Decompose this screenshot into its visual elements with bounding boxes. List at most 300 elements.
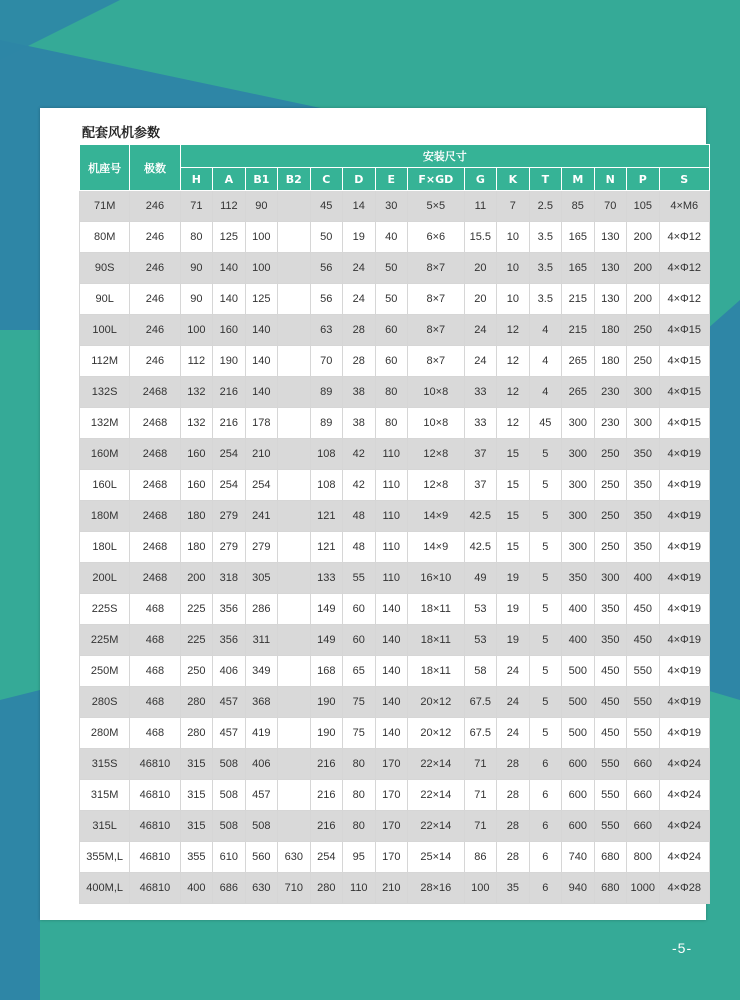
table-cell: 71: [464, 811, 496, 842]
table-cell: 140: [375, 625, 407, 656]
table-cell: 680: [594, 873, 626, 904]
table-cell: 33: [464, 408, 496, 439]
table-cell: 265: [562, 346, 594, 377]
table-cell: 18×11: [408, 656, 465, 687]
table-cell: 60: [375, 315, 407, 346]
table-cell: 100L: [80, 315, 130, 346]
table-cell: 70: [310, 346, 342, 377]
table-cell: 280: [180, 687, 212, 718]
table-cell: 24: [464, 346, 496, 377]
table-cell: 600: [562, 749, 594, 780]
table-cell: 457: [245, 780, 277, 811]
table-cell: 70: [594, 191, 626, 222]
table-cell: 550: [627, 718, 659, 749]
table-cell: 686: [213, 873, 245, 904]
table-cell: 550: [627, 656, 659, 687]
table-row: [80, 811, 710, 842]
table-cell: 90: [245, 191, 277, 222]
header-dim-1: A: [213, 168, 245, 191]
table-cell: 140: [375, 718, 407, 749]
table-cell: 350: [627, 532, 659, 563]
table-cell: 246: [130, 222, 180, 253]
table-cell: 46810: [130, 749, 180, 780]
table-cell: 28: [497, 749, 529, 780]
table-cell: 42: [343, 439, 375, 470]
table-cell: 80: [343, 749, 375, 780]
table-cell: 125: [245, 284, 277, 315]
table-cell: [278, 718, 310, 749]
table-cell: 121: [310, 501, 342, 532]
table-cell: 20×12: [408, 718, 465, 749]
table-row: [80, 253, 710, 284]
table-cell: 300: [562, 408, 594, 439]
table-cell: 180M: [80, 501, 130, 532]
table-cell: 630: [278, 842, 310, 873]
table-cell: 660: [627, 749, 659, 780]
table-cell: 110: [375, 470, 407, 501]
table-cell: 508: [213, 749, 245, 780]
table-cell: [278, 501, 310, 532]
table-cell: 630: [245, 873, 277, 904]
table-cell: 110: [375, 501, 407, 532]
table-cell: 280M: [80, 718, 130, 749]
table-cell: 4×Φ28: [659, 873, 709, 904]
table-cell: 180: [180, 501, 212, 532]
table-cell: 5: [529, 470, 561, 501]
table-cell: 80: [343, 780, 375, 811]
table-cell: 457: [213, 687, 245, 718]
table-cell: 450: [594, 718, 626, 749]
table-cell: 48: [343, 501, 375, 532]
table-cell: 42: [343, 470, 375, 501]
table-cell: 6×6: [408, 222, 465, 253]
table-cell: 6: [529, 811, 561, 842]
header-dim-10: T: [529, 168, 561, 191]
table-cell: [278, 222, 310, 253]
table-cell: 58: [464, 656, 496, 687]
table-cell: 4×Φ12: [659, 253, 709, 284]
table-cell: [278, 625, 310, 656]
table-cell: 800: [627, 842, 659, 873]
page-number: -5-: [672, 940, 693, 956]
table-cell: 3.5: [529, 253, 561, 284]
table-cell: 5: [529, 687, 561, 718]
table-row: [80, 346, 710, 377]
table-cell: 3.5: [529, 222, 561, 253]
header-dim-6: E: [375, 168, 407, 191]
header-poles: 极数: [130, 145, 180, 191]
table-cell: [278, 687, 310, 718]
table-cell: 610: [213, 842, 245, 873]
table-cell: 279: [245, 532, 277, 563]
table-cell: 210: [375, 873, 407, 904]
table-cell: 170: [375, 780, 407, 811]
table-cell: 468: [130, 625, 180, 656]
table-cell: 190: [310, 687, 342, 718]
table-cell: 216: [310, 749, 342, 780]
table-cell: 1000: [627, 873, 659, 904]
table-cell: 5: [529, 501, 561, 532]
table-cell: 20: [464, 253, 496, 284]
table-cell: 4×Φ24: [659, 780, 709, 811]
table-cell: 2468: [130, 532, 180, 563]
table-cell: 200L: [80, 563, 130, 594]
table-cell: 46810: [130, 873, 180, 904]
table-cell: 355M,L: [80, 842, 130, 873]
table-cell: 225: [180, 594, 212, 625]
table-row: [80, 749, 710, 780]
table-cell: 2468: [130, 439, 180, 470]
table-cell: 60: [343, 625, 375, 656]
table-cell: 37: [464, 439, 496, 470]
table-cell: 560: [245, 842, 277, 873]
table-cell: 108: [310, 439, 342, 470]
table-cell: 600: [562, 780, 594, 811]
header-dim-8: G: [464, 168, 496, 191]
table-row: [80, 284, 710, 315]
table-cell: 85: [562, 191, 594, 222]
table-cell: 125: [213, 222, 245, 253]
table-cell: 468: [130, 687, 180, 718]
table-cell: 50: [310, 222, 342, 253]
table-cell: 60: [343, 594, 375, 625]
table-cell: 14×9: [408, 532, 465, 563]
table-cell: 48: [343, 532, 375, 563]
table-cell: 450: [627, 625, 659, 656]
table-cell: 4×Φ19: [659, 563, 709, 594]
table-cell: 318: [213, 563, 245, 594]
table-cell: 4×Φ12: [659, 222, 709, 253]
table-cell: 5×5: [408, 191, 465, 222]
table-cell: 49: [464, 563, 496, 594]
table-cell: 400: [562, 625, 594, 656]
table-cell: 7: [497, 191, 529, 222]
table-cell: 315S: [80, 749, 130, 780]
table-cell: 8×7: [408, 284, 465, 315]
table-cell: 550: [594, 749, 626, 780]
table-cell: 450: [594, 687, 626, 718]
table-cell: 6: [529, 842, 561, 873]
table-cell: 50: [375, 253, 407, 284]
table-row: [80, 191, 710, 222]
document-card: [40, 108, 706, 920]
table-cell: 71: [464, 780, 496, 811]
table-row: [80, 842, 710, 873]
table-cell: 28: [343, 315, 375, 346]
table-cell: 419: [245, 718, 277, 749]
header-dim-7: F×GD: [408, 168, 465, 191]
table-cell: 350: [562, 563, 594, 594]
table-cell: 246: [130, 284, 180, 315]
table-cell: 132M: [80, 408, 130, 439]
table-cell: 65: [343, 656, 375, 687]
table-cell: 350: [627, 501, 659, 532]
table-row: [80, 625, 710, 656]
table-cell: 280S: [80, 687, 130, 718]
table-cell: 500: [562, 718, 594, 749]
table-cell: 180: [594, 346, 626, 377]
table-cell: 5: [529, 563, 561, 594]
table-cell: 42.5: [464, 532, 496, 563]
table-cell: 400: [562, 594, 594, 625]
fan-parameters-table: [79, 144, 710, 904]
table-cell: 67.5: [464, 687, 496, 718]
table-row: [80, 408, 710, 439]
table-cell: 4×Φ19: [659, 594, 709, 625]
table-cell: 250: [594, 470, 626, 501]
table-cell: 100: [245, 222, 277, 253]
table-cell: 940: [562, 873, 594, 904]
table-cell: 130: [594, 253, 626, 284]
table-cell: 90: [180, 284, 212, 315]
table-cell: 35: [497, 873, 529, 904]
table-cell: 190: [213, 346, 245, 377]
table-cell: 4×Φ19: [659, 625, 709, 656]
table-cell: 265: [562, 377, 594, 408]
table-cell: 140: [213, 253, 245, 284]
table-cell: 190: [310, 718, 342, 749]
table-cell: [278, 315, 310, 346]
table-cell: 600: [562, 811, 594, 842]
table-cell: 112: [180, 346, 212, 377]
table-cell: 2468: [130, 377, 180, 408]
table-cell: 315: [180, 811, 212, 842]
table-cell: [278, 439, 310, 470]
table-cell: 105: [627, 191, 659, 222]
table-cell: 457: [213, 718, 245, 749]
table-cell: 250: [594, 439, 626, 470]
table-cell: 11: [464, 191, 496, 222]
table-cell: 4×Φ19: [659, 470, 709, 501]
table-cell: 80M: [80, 222, 130, 253]
table-cell: 4×Φ19: [659, 718, 709, 749]
table-cell: 22×14: [408, 811, 465, 842]
table-cell: 24: [497, 718, 529, 749]
table-cell: 108: [310, 470, 342, 501]
table-cell: 15: [497, 501, 529, 532]
table-cell: 132S: [80, 377, 130, 408]
table-cell: 80: [375, 408, 407, 439]
table-cell: 4×Φ12: [659, 284, 709, 315]
table-cell: 280: [310, 873, 342, 904]
table-cell: 305: [245, 563, 277, 594]
table-cell: 286: [245, 594, 277, 625]
table-cell: 10: [497, 253, 529, 284]
table-cell: 19: [497, 625, 529, 656]
header-dim-14: S: [659, 168, 709, 191]
table-cell: [278, 253, 310, 284]
table-cell: 130: [594, 222, 626, 253]
table-cell: 180L: [80, 532, 130, 563]
table-cell: 12: [497, 408, 529, 439]
table-cell: 12: [497, 346, 529, 377]
table-cell: 4×Φ19: [659, 501, 709, 532]
table-cell: 550: [594, 780, 626, 811]
table-cell: 100: [245, 253, 277, 284]
table-cell: 216: [310, 811, 342, 842]
table-row: [80, 873, 710, 904]
header-dim-9: K: [497, 168, 529, 191]
table-cell: 42.5: [464, 501, 496, 532]
table-cell: 300: [562, 501, 594, 532]
table-cell: 140: [375, 594, 407, 625]
table-cell: 406: [245, 749, 277, 780]
table-cell: 160: [180, 470, 212, 501]
table-cell: 28: [497, 780, 529, 811]
table-cell: 550: [594, 811, 626, 842]
table-cell: 254: [310, 842, 342, 873]
table-cell: 112M: [80, 346, 130, 377]
table-cell: 246: [130, 191, 180, 222]
table-cell: 660: [627, 811, 659, 842]
table-cell: 680: [594, 842, 626, 873]
table-cell: 350: [594, 594, 626, 625]
table-row: [80, 656, 710, 687]
table-cell: 130: [594, 284, 626, 315]
table-cell: 140: [245, 346, 277, 377]
table-cell: 300: [627, 377, 659, 408]
table-row: [80, 718, 710, 749]
table-cell: 50: [375, 284, 407, 315]
table-cell: 300: [562, 470, 594, 501]
table-cell: [278, 284, 310, 315]
table-cell: 14×9: [408, 501, 465, 532]
table-row: [80, 470, 710, 501]
table-cell: 56: [310, 284, 342, 315]
header-dim-13: P: [627, 168, 659, 191]
table-cell: 80: [375, 377, 407, 408]
table-cell: [278, 408, 310, 439]
table-cell: 550: [627, 687, 659, 718]
table-cell: 4×Φ15: [659, 408, 709, 439]
table-cell: 165: [562, 253, 594, 284]
table-cell: 4×Φ24: [659, 749, 709, 780]
table-cell: 28: [497, 811, 529, 842]
table-cell: 250: [594, 532, 626, 563]
table-cell: 75: [343, 718, 375, 749]
table-cell: 200: [627, 284, 659, 315]
table-cell: 4×Φ19: [659, 439, 709, 470]
table-cell: 254: [245, 470, 277, 501]
table-cell: 2468: [130, 408, 180, 439]
table-cell: 28: [343, 346, 375, 377]
table-row: [80, 563, 710, 594]
table-cell: 90S: [80, 253, 130, 284]
table-cell: 5: [529, 532, 561, 563]
table-cell: 24: [497, 687, 529, 718]
table-cell: 5: [529, 656, 561, 687]
table-row: [80, 377, 710, 408]
table-cell: 6: [529, 780, 561, 811]
table-cell: 200: [627, 253, 659, 284]
table-cell: 216: [310, 780, 342, 811]
table-cell: 12×8: [408, 439, 465, 470]
table-cell: 160M: [80, 439, 130, 470]
table-cell: 140: [245, 315, 277, 346]
header-dim-12: N: [594, 168, 626, 191]
table-cell: 8×7: [408, 315, 465, 346]
table-cell: 67.5: [464, 718, 496, 749]
table-cell: 180: [594, 315, 626, 346]
table-cell: 311: [245, 625, 277, 656]
table-cell: 168: [310, 656, 342, 687]
table-cell: 250M: [80, 656, 130, 687]
table-cell: 225: [180, 625, 212, 656]
table-row: [80, 532, 710, 563]
table-cell: 71: [180, 191, 212, 222]
table-cell: 28×16: [408, 873, 465, 904]
table-cell: 160: [213, 315, 245, 346]
table-cell: 250: [627, 346, 659, 377]
table-cell: 110: [375, 439, 407, 470]
table-cell: 3.5: [529, 284, 561, 315]
table-cell: 4: [529, 346, 561, 377]
table-cell: 230: [594, 408, 626, 439]
table-cell: 10×8: [408, 377, 465, 408]
table-cell: 25×14: [408, 842, 465, 873]
table-cell: 468: [130, 594, 180, 625]
table-cell: 149: [310, 594, 342, 625]
table-cell: 90L: [80, 284, 130, 315]
table-cell: [278, 191, 310, 222]
table-cell: 24: [497, 656, 529, 687]
table-cell: 200: [627, 222, 659, 253]
table-cell: 400M,L: [80, 873, 130, 904]
table-cell: 33: [464, 377, 496, 408]
table-cell: 45: [529, 408, 561, 439]
table-cell: 350: [627, 470, 659, 501]
table-cell: 121: [310, 532, 342, 563]
table-cell: 110: [375, 563, 407, 594]
table-cell: 22×14: [408, 749, 465, 780]
table-cell: 24: [464, 315, 496, 346]
table-cell: 349: [245, 656, 277, 687]
table-cell: 508: [213, 811, 245, 842]
table-cell: 14: [343, 191, 375, 222]
table-cell: 468: [130, 656, 180, 687]
table-cell: 6: [529, 749, 561, 780]
table-row: [80, 687, 710, 718]
table-cell: 19: [343, 222, 375, 253]
table-cell: 112: [213, 191, 245, 222]
table-cell: 133: [310, 563, 342, 594]
table-cell: 132: [180, 377, 212, 408]
table-cell: [278, 811, 310, 842]
table-cell: 46810: [130, 780, 180, 811]
table-cell: 215: [562, 284, 594, 315]
table-cell: 216: [213, 408, 245, 439]
table-row: [80, 501, 710, 532]
table-cell: 15: [497, 470, 529, 501]
table-cell: 19: [497, 563, 529, 594]
table-cell: 500: [562, 687, 594, 718]
table-cell: 56: [310, 253, 342, 284]
table-cell: 5: [529, 594, 561, 625]
table-cell: 2468: [130, 470, 180, 501]
table-cell: 160L: [80, 470, 130, 501]
table-cell: 100: [180, 315, 212, 346]
table-cell: 132: [180, 408, 212, 439]
table-cell: 4×Φ19: [659, 532, 709, 563]
table-cell: 89: [310, 377, 342, 408]
header-dim-5: D: [343, 168, 375, 191]
table-cell: 22×14: [408, 780, 465, 811]
table-cell: 508: [213, 780, 245, 811]
table-cell: 140: [375, 656, 407, 687]
table-cell: 246: [130, 315, 180, 346]
table-cell: 38: [343, 408, 375, 439]
table-cell: 210: [245, 439, 277, 470]
